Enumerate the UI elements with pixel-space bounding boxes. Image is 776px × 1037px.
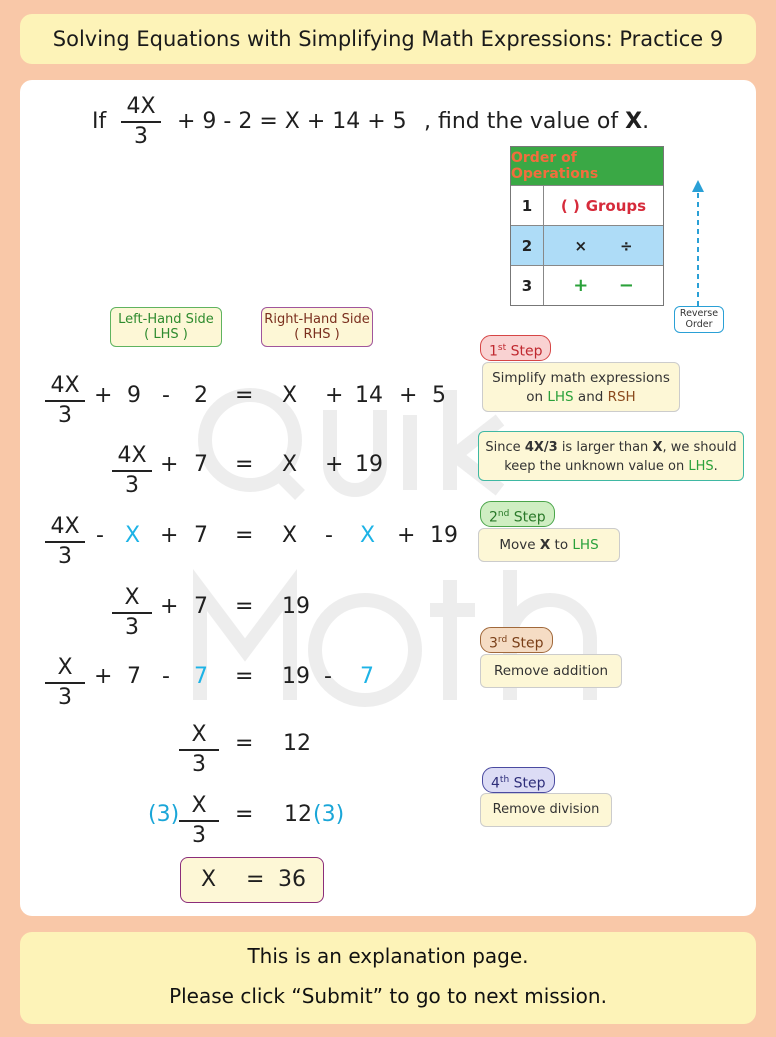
reverse-arrow-icon [688, 178, 708, 308]
eq7-fraction: $\frac{X}{3}$ [179, 795, 219, 847]
problem-equation: + 9 - 2 = X + 14 + 5 [177, 109, 407, 134]
table-title: Order of Operations [511, 147, 663, 185]
footer-banner [20, 932, 756, 1024]
table-row: 1 ( ) Groups [511, 185, 663, 225]
eq6-fraction: $\frac{X}{3}$ [179, 724, 219, 776]
step-1-note: Simplify math expressions on LHS and RSH [482, 362, 680, 412]
eq5-fraction: $\frac{X}{3}$ [45, 657, 85, 709]
problem-fraction: $\frac{4X}{3}$ [121, 96, 161, 148]
step-4-note: Remove division [480, 793, 612, 827]
problem-if: If [92, 109, 107, 134]
rhs-label: Right-Hand Side ( RHS ) [261, 307, 373, 347]
eq3-fraction: $\frac{4X}{3}$ [45, 516, 85, 568]
step-1-badge: 1st Step [480, 335, 551, 361]
lhs-label: Left-Hand Side ( LHS ) [110, 307, 222, 347]
footer-line-2: Please click “Submit” to go to next mission. [169, 984, 607, 1008]
step-2-note: Move X to LHS [478, 528, 620, 562]
table-row: 3 + − [511, 265, 663, 305]
order-of-operations-table [510, 146, 664, 306]
eq2-fraction: $\frac{4X}{3}$ [112, 445, 152, 497]
table-row: 2 × ÷ [511, 225, 663, 265]
eq4-fraction: $\frac{X}{3}$ [112, 587, 152, 639]
step-3-badge: 3rd Step [480, 627, 553, 653]
eq1-fraction: $\frac{4X}{3}$ [45, 375, 85, 427]
step-3-note: Remove addition [480, 654, 622, 688]
page-title: Solving Equations with Simplifying Math Expressions: Practice 9 [20, 14, 756, 64]
reverse-order-label: Reverse Order [674, 306, 724, 333]
problem-question: , find the value of X. [424, 109, 650, 134]
step-2-badge: 2nd Step [480, 501, 555, 527]
footer-line-1: This is an explanation page. [247, 944, 529, 968]
answer-box: X = 36 [180, 857, 324, 903]
since-note: Since 4X/3 is larger than X, we should keep the unknown value on LHS. [478, 431, 744, 481]
explanation-card: If $\frac{4X}{3}$ + 9 - 2 = X + 14 + 5 , find the value of X. Order of Operations 1 ( ) Groups 2 × ÷ 3 + − Reverse Order Left-Hand Side ( LHS ) Right-Hand Side ( RHS ) 1st Step Simplify math expressions on LHS and RSH Since 4X/3 is larger than X, we should keep the unknown value on LHS. 2nd Step Move X to LHS 3rd Step Remove addition 4th Step Remove division $\frac{4X}{3}$ + 9 - 2 = X + 14 + 5 $\frac{4X}{3}$ + 7 = X + 19 $\frac{4X}{3}$ - X + 7 = X - X + 19 $\frac{X}{3}$ + 7 = 19 $\frac{X}{3}$ + 7 - 7 = 19 - 7 $\frac{X}{3}$ = 12 (3) $\frac{X}{3}$ = 12 (3) X = 36 [20, 80, 756, 916]
step-4-badge: 4th Step [482, 767, 555, 793]
